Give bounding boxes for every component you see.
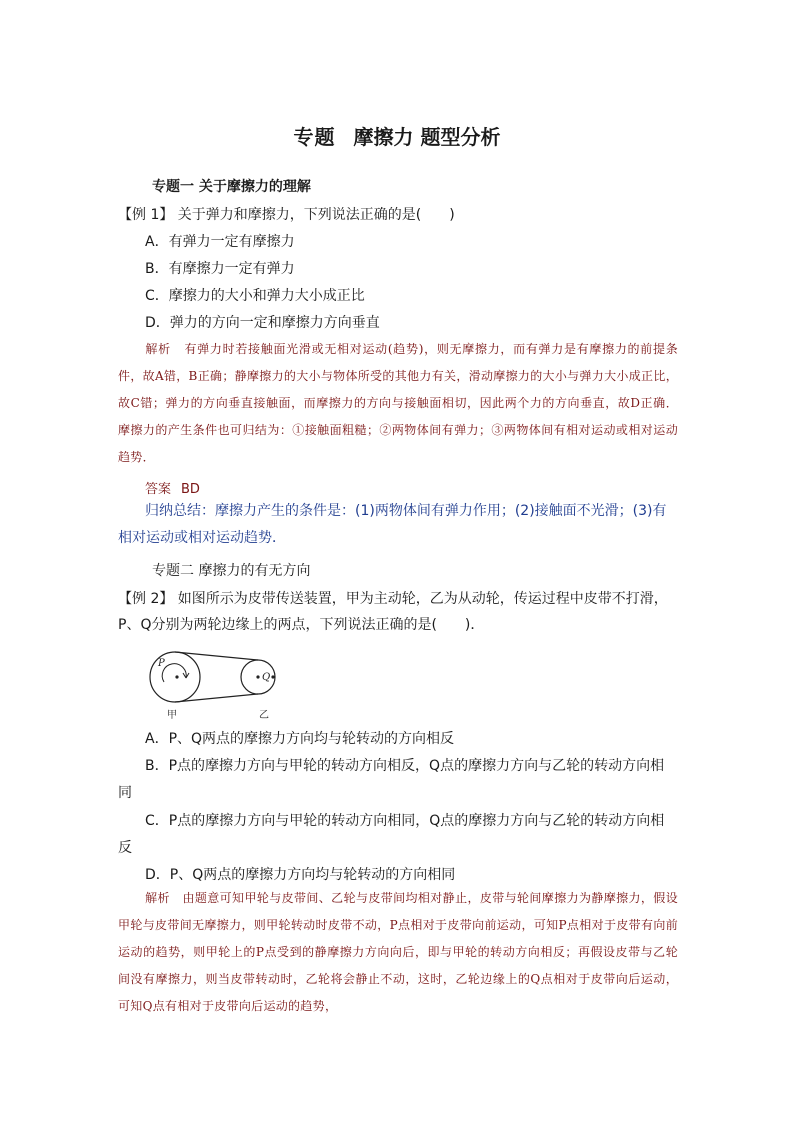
- analysis-conditions: ①接触面粗糙；②两物体间有弹力；③两物体间有相对运动或相对运动趋势．: [118, 423, 678, 464]
- point-q-dot: [271, 675, 274, 678]
- example-1-analysis: [118, 336, 678, 471]
- analysis-text: 有弹力时若接触面光滑或无相对运动(趋势)，则无摩擦力，而有弹力是有摩擦力的前提条件，故A错，B正确；静摩擦力的大小与物体所受的其他力有关，滑动摩擦力的大小与弹力大小成正比，故C错；弹力的方向垂直接触面，而摩擦力的方向与接触面相切，因此两个力的方向垂直，故D正确．摩擦力的产生条件也可归结为：: [118, 342, 679, 437]
- example-1-option-b: B．有摩擦力一定有弹力: [145, 261, 295, 277]
- analysis-text-2: 由题意可知甲轮与皮带间、乙轮与皮带间均相对静止，皮带与轮间摩擦力为静摩擦力，假设甲轮与皮带间无摩擦力，则甲轮转动时皮带不动，P点相对于皮带向前运动，可知P点相对于皮带有向前运动的趋势，则甲轮上的P点受到的静摩擦力方向向后，即与甲轮的转动方向相反；再假设皮带与乙轮间没有摩擦力，则当皮带转动时，乙轮将会静止不动，这时，乙轮边缘上的Q点相对于皮带向后运动，可知Q点有相对于皮带向后运动的趋势，: [118, 891, 678, 1013]
- analysis-label-2: 解析: [145, 891, 170, 905]
- example-2-stem-line-2: P、Q分别为两轮边缘上的两点，下列说法正确的是( )．: [118, 617, 485, 633]
- title-part-2: 摩擦力 题型分析: [353, 125, 501, 149]
- label-yi: 乙: [259, 710, 269, 721]
- center-dot-yi: [256, 675, 259, 678]
- example-2-stem-line-1: 【例 2】 如图所示为皮带传送装置，甲为主动轮，乙为从动轮，传运过程中皮带不打滑，: [118, 591, 668, 607]
- example-1-summary: 归纳总结：摩擦力产生的条件是：(1)两物体间有弹力作用；(2)接触面不光滑；(3)有相对运动或相对运动趋势．: [118, 503, 667, 546]
- example-2-option-a: A．P、Q两点的摩擦力方向均与轮转动的方向相反: [145, 731, 455, 747]
- page-title: [0, 121, 794, 150]
- example-2-analysis: [118, 885, 678, 1020]
- example-1-option-a: A．有弹力一定有摩擦力: [145, 234, 295, 250]
- rotation-arrow-icon: [162, 664, 186, 682]
- example-2-option-c-line-2: 反: [118, 840, 132, 856]
- belt-drive-diagram: [148, 648, 288, 723]
- label-jia: 甲: [167, 710, 177, 721]
- title-part-1: 专题: [293, 125, 336, 149]
- center-dot-jia: [175, 675, 178, 678]
- example-1-stem: 【例 1】 关于弹力和摩擦力，下列说法正确的是( ): [118, 207, 455, 223]
- section-heading-2: 专题二 摩擦力的有无方向: [152, 563, 311, 579]
- example-2-option-d: D．P、Q两点的摩擦力方向均与轮转动的方向相同: [145, 867, 456, 883]
- section-heading-1: 专题一 关于摩擦力的理解: [152, 179, 311, 195]
- example-2-option-b-line-1: B．P点的摩擦力方向与甲轮的转动方向相反，Q点的摩擦力方向与乙轮的转动方向相: [145, 758, 665, 774]
- label-q: Q: [262, 672, 271, 683]
- example-1-answer: [145, 478, 200, 497]
- example-2-option-c-line-1: C．P点的摩擦力方向与甲轮的转动方向相同，Q点的摩擦力方向与乙轮的转动方向相: [145, 813, 665, 829]
- answer-label: 答案: [145, 482, 172, 497]
- example-1-option-d: D．弹力的方向一定和摩擦力方向垂直: [145, 315, 380, 331]
- analysis-label: 解析: [145, 342, 171, 356]
- example-2-option-b-line-2: 同: [118, 785, 132, 801]
- label-p: P: [158, 658, 165, 669]
- example-1-option-c: C．摩擦力的大小和弹力大小成正比: [145, 288, 365, 304]
- answer-value: BD: [181, 482, 200, 497]
